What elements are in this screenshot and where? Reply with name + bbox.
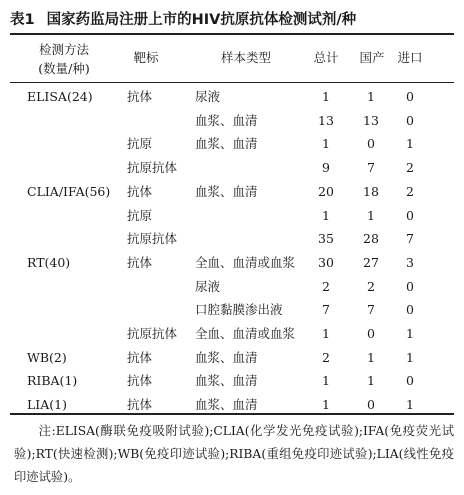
cell-imported: 1: [406, 326, 414, 341]
cell-imported: 2: [406, 160, 414, 175]
cell-domestic: 18: [363, 184, 379, 199]
cell-target: 抗原: [127, 208, 153, 223]
cell-total: 35: [318, 231, 334, 246]
header-method: [16, 40, 112, 78]
cell-total: 20: [318, 184, 334, 199]
cell-sample: 血浆、血清: [195, 373, 258, 388]
cell-total: 9: [322, 160, 330, 175]
cell-domestic: 0: [367, 136, 375, 151]
cell-target: 抗原抗体: [127, 160, 178, 175]
cell-domestic: 28: [363, 231, 379, 246]
cell-total: 1: [322, 326, 330, 341]
cell-domestic: 1: [367, 373, 375, 388]
cell-imported: 2: [406, 184, 414, 199]
cell-method: CLIA/IFA(56): [27, 184, 111, 199]
cell-target: 抗体: [127, 397, 153, 412]
cell-domestic: 7: [367, 160, 375, 175]
cell-domestic: 1: [367, 350, 375, 365]
cell-sample: 尿液: [195, 89, 221, 104]
cell-domestic: 1: [367, 89, 375, 104]
cell-domestic: 27: [363, 255, 379, 270]
cell-target: 抗体: [127, 89, 153, 104]
cell-target: 抗体: [127, 373, 153, 388]
cell-domestic: 0: [367, 326, 375, 341]
cell-total: 30: [318, 255, 334, 270]
table-title: [10, 8, 356, 29]
cell-imported: 0: [406, 208, 414, 223]
header-target: 靶标: [133, 50, 159, 65]
cell-method: WB(2): [27, 350, 67, 365]
cell-imported: 1: [406, 136, 414, 151]
cell-total: 1: [322, 208, 330, 223]
table-title-text: 国家药监局注册上市的HIV抗原抗体检测试剂/种: [46, 12, 357, 28]
cell-target: 抗体: [127, 350, 153, 365]
header-rule: [10, 82, 454, 83]
cell-imported: 0: [406, 89, 414, 104]
cell-imported: 0: [406, 302, 414, 317]
cell-method: ELISA(24): [27, 89, 93, 104]
header-total: 总计: [313, 50, 339, 65]
cell-sample: 全血、血清或血浆: [195, 326, 296, 341]
cell-domestic: 2: [367, 279, 375, 294]
cell-total: 1: [322, 136, 330, 151]
cell-total: 1: [322, 89, 330, 104]
cell-sample: 血浆、血清: [195, 136, 258, 151]
header-imported: 进口: [397, 50, 423, 65]
header-sample: 样本类型: [220, 50, 271, 65]
cell-target: 抗原抗体: [127, 326, 178, 341]
cell-total: 1: [322, 373, 330, 388]
cell-method: RIBA(1): [27, 373, 78, 388]
cell-total: 13: [318, 113, 334, 128]
cell-domestic: 13: [363, 113, 379, 128]
cell-domestic: 0: [367, 397, 375, 412]
cell-domestic: 7: [367, 302, 375, 317]
cell-imported: 0: [406, 373, 414, 388]
cell-imported: 1: [406, 397, 414, 412]
cell-sample: 口腔黏膜渗出液: [195, 302, 283, 317]
cell-method: RT(40): [27, 255, 71, 270]
cell-total: 2: [322, 279, 330, 294]
cell-sample: 血浆、血清: [195, 350, 258, 365]
table-label: 表1: [10, 12, 35, 28]
cell-imported: 7: [406, 231, 414, 246]
cell-imported: 1: [406, 350, 414, 365]
cell-sample: 尿液: [195, 279, 221, 294]
cell-sample: 血浆、血清: [195, 184, 258, 199]
header-domestic: 国产: [359, 50, 385, 65]
bottom-rule: [10, 413, 454, 415]
cell-sample: 全血、血清或血浆: [195, 255, 296, 270]
cell-target: 抗原抗体: [127, 231, 178, 246]
cell-total: 7: [322, 302, 330, 317]
cell-imported: 0: [406, 113, 414, 128]
cell-method: LIA(1): [27, 397, 67, 412]
cell-total: 1: [322, 397, 330, 412]
cell-sample: 血浆、血清: [195, 113, 258, 128]
header-method-line2: (数量/种): [38, 61, 90, 76]
cell-imported: 3: [406, 255, 414, 270]
cell-sample: 血浆、血清: [195, 397, 258, 412]
top-rule: [10, 33, 454, 35]
cell-target: 抗体: [127, 255, 153, 270]
cell-imported: 0: [406, 279, 414, 294]
header-method-line1: 检测方法: [38, 42, 89, 57]
table-note: 注:ELISA(酶联免疫吸附试验);CLIA(化学发光免疫试验);IFA(免疫荧光试验);RT(快速检测);WB(免疫印迹试验);RIBA(重组免疫印迹试验);LIA(线性免疫印迹试验)。: [14, 424, 454, 484]
cell-target: 抗体: [127, 184, 153, 199]
cell-target: 抗原: [127, 136, 153, 151]
cell-domestic: 1: [367, 208, 375, 223]
cell-total: 2: [322, 350, 330, 365]
